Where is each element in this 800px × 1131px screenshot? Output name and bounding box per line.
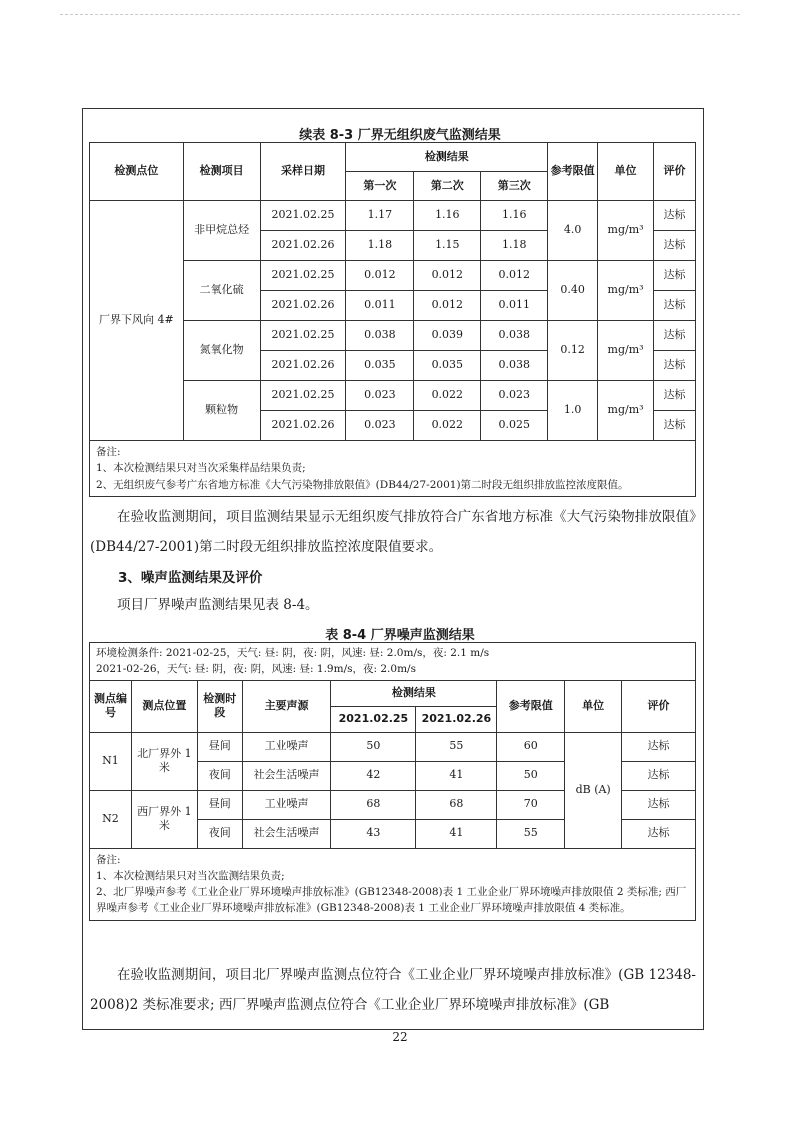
value-run2: 0.022: [414, 411, 481, 441]
header-run1: 第一次: [346, 172, 414, 201]
unit-value: mg/m³: [598, 201, 654, 261]
header-results: 检测结果: [346, 143, 548, 172]
header-eval: 评价: [622, 680, 696, 732]
unit-value: mg/m³: [598, 261, 654, 321]
value-run1: 0.011: [346, 291, 414, 321]
header-date: 采样日期: [260, 143, 346, 201]
eval-value: 达标: [654, 381, 696, 411]
note-line: 备注:: [96, 446, 121, 458]
sample-date: 2021.02.25: [260, 381, 346, 411]
value-day2: 55: [416, 732, 497, 761]
header-id: 测点编号: [90, 680, 132, 732]
value-day1: 50: [331, 732, 416, 761]
note-line: 2、北厂界噪声参考《工业企业厂界环境噪声排放标准》(GB12348-2008)表 1 工业企业厂界环境噪声排放限值 2 类标准; 西厂界噪声参考《工业企业厂界环境噪声排放标准》(GB12348-2008)表 1 工业企业厂界环境噪声排放限值 4 类标准。: [96, 886, 687, 915]
point-location: 北厂界外 1米: [131, 732, 197, 790]
noise-source: 工业噪声: [242, 790, 331, 819]
page-number: 22: [392, 1030, 408, 1044]
value-run3: 0.038: [481, 321, 548, 351]
paragraph-noise-conclusion: 在验收监测期间，项目北厂界噪声监测点位符合《工业企业厂界环境噪声排放标准》(GB 12348-2008)2 类标准要求; 西厂界噪声监测点位符合《工业企业厂界环境噪声排放标准》(GB: [90, 967, 696, 1013]
value-run1: 0.012: [346, 261, 414, 291]
item-name: 颗粒物: [183, 381, 260, 441]
value-day2: 41: [416, 761, 497, 790]
header-unit: 单位: [598, 143, 654, 201]
point-id: N1: [90, 732, 132, 790]
header-item: 检测项目: [183, 143, 260, 201]
limit-value: 70: [497, 790, 565, 819]
value-run1: 1.18: [346, 231, 414, 261]
eval-value: 达标: [654, 321, 696, 351]
value-day2: 68: [416, 790, 497, 819]
noise-source: 社会生活噪声: [242, 819, 331, 848]
period: 夜间: [197, 819, 242, 848]
paragraph-noise-intro: 项目厂界噪声监测结果见表 8-4。: [117, 597, 319, 613]
header-location: 测点位置: [131, 680, 197, 732]
value-run2: 0.012: [414, 261, 481, 291]
header-results: 检测结果: [331, 680, 497, 706]
eval-value: 达标: [654, 351, 696, 381]
env-line: 2021-02-26，天气: 昼: 阴，夜: 阴，风速: 昼: 1.9m/s，夜: 2.0m/s: [96, 663, 416, 676]
table4-caption: 表 8-4 厂界噪声监测结果: [325, 628, 475, 643]
value-run3: 1.18: [481, 231, 548, 261]
eval-value: 达标: [622, 790, 696, 819]
header-date2: 2021.02.26: [416, 706, 497, 732]
sample-date: 2021.02.26: [260, 231, 346, 261]
eval-value: 达标: [654, 411, 696, 441]
eval-value: 达标: [622, 761, 696, 790]
paragraph-air-conclusion: 在验收监测期间，项目监测结果显示无组织废气排放符合广东省地方标准《大气污染物排放限值》(DB44/27-2001)第二时段无组织排放监控浓度限值要求。: [90, 509, 696, 555]
sample-date: 2021.02.26: [260, 411, 346, 441]
header-period: 检测时段: [197, 680, 242, 732]
limit-value: 60: [497, 732, 565, 761]
eval-value: 达标: [654, 201, 696, 231]
value-day2: 41: [416, 819, 497, 848]
point-location: 西厂界外 1米: [131, 790, 197, 848]
header-source: 主要声源: [242, 680, 331, 732]
limit-value: 50: [497, 761, 565, 790]
note-line: 备注:: [96, 853, 121, 866]
value-run3: 0.023: [481, 381, 548, 411]
note-line: 1、本次检测结果只对当次监测结果负责;: [96, 869, 285, 882]
header-limit: 参考限值: [548, 143, 598, 201]
value-run2: 1.15: [414, 231, 481, 261]
eval-value: 达标: [654, 291, 696, 321]
value-run1: 1.17: [346, 201, 414, 231]
env-conditions: [90, 643, 696, 681]
item-name: 二氧化硫: [183, 261, 260, 321]
noise-source: 工业噪声: [242, 732, 331, 761]
unit-value: mg/m³: [598, 381, 654, 441]
item-name: 非甲烷总烃: [183, 201, 260, 261]
env-line: 环境检测条件: 2021-02-25，天气: 昼: 阴，夜: 阴，风速: 昼: 2.0m/s，夜: 2.1 m/s: [96, 647, 490, 659]
sample-date: 2021.02.26: [260, 291, 346, 321]
value-run1: 0.035: [346, 351, 414, 381]
sample-date: 2021.02.25: [260, 321, 346, 351]
section-heading: 3、噪声监测结果及评价: [118, 570, 263, 586]
value-run3: 0.038: [481, 351, 548, 381]
eval-value: 达标: [622, 819, 696, 848]
point-name: 厂界下风向 4#: [90, 201, 184, 441]
value-day1: 68: [331, 790, 416, 819]
value-run2: 0.022: [414, 381, 481, 411]
unit-value: dB (A): [565, 732, 622, 848]
header-limit: 参考限值: [497, 680, 565, 732]
header-run2: 第二次: [414, 172, 481, 201]
eval-value: 达标: [622, 732, 696, 761]
note-line: 2、无组织废气参考广东省地方标准《大气污染物排放限值》(DB44/27-2001)第二时段无组织排放监控浓度限值。: [96, 478, 629, 491]
period: 夜间: [197, 761, 242, 790]
table4-notes: [90, 848, 696, 920]
value-day1: 42: [331, 761, 416, 790]
eval-value: 达标: [654, 261, 696, 291]
sample-date: 2021.02.25: [260, 261, 346, 291]
noise-source: 社会生活噪声: [242, 761, 331, 790]
limit-value: 0.12: [548, 321, 598, 381]
scan-top-edge: [60, 14, 740, 15]
note-line: 1、本次检测结果只对当次采集样品结果负责;: [96, 462, 306, 475]
limit-value: 1.0: [548, 381, 598, 441]
limit-value: 4.0: [548, 201, 598, 261]
value-run1: 0.023: [346, 411, 414, 441]
limit-value: 55: [497, 819, 565, 848]
item-name: 氮氧化物: [183, 321, 260, 381]
header-unit: 单位: [565, 680, 622, 732]
header-eval: 评价: [654, 143, 696, 201]
value-run2: 0.035: [414, 351, 481, 381]
header-point: 检测点位: [90, 143, 184, 201]
value-day1: 43: [331, 819, 416, 848]
eval-value: 达标: [654, 231, 696, 261]
table3-notes: [90, 441, 696, 497]
value-run2: 1.16: [414, 201, 481, 231]
header-run3: 第三次: [481, 172, 548, 201]
sample-date: 2021.02.25: [260, 201, 346, 231]
value-run2: 0.012: [414, 291, 481, 321]
value-run1: 0.023: [346, 381, 414, 411]
header-date1: 2021.02.25: [331, 706, 416, 732]
limit-value: 0.40: [548, 261, 598, 321]
value-run3: 0.025: [481, 411, 548, 441]
unit-value: mg/m³: [598, 321, 654, 381]
table3-caption: 续表 8-3 厂界无组织废气监测结果: [299, 128, 501, 143]
point-id: N2: [90, 790, 132, 848]
table3: [89, 142, 696, 497]
table4: [89, 642, 696, 921]
period: 昼间: [197, 790, 242, 819]
period: 昼间: [197, 732, 242, 761]
value-run3: 0.012: [481, 261, 548, 291]
value-run3: 1.16: [481, 201, 548, 231]
value-run3: 0.011: [481, 291, 548, 321]
value-run2: 0.039: [414, 321, 481, 351]
sample-date: 2021.02.26: [260, 351, 346, 381]
value-run1: 0.038: [346, 321, 414, 351]
